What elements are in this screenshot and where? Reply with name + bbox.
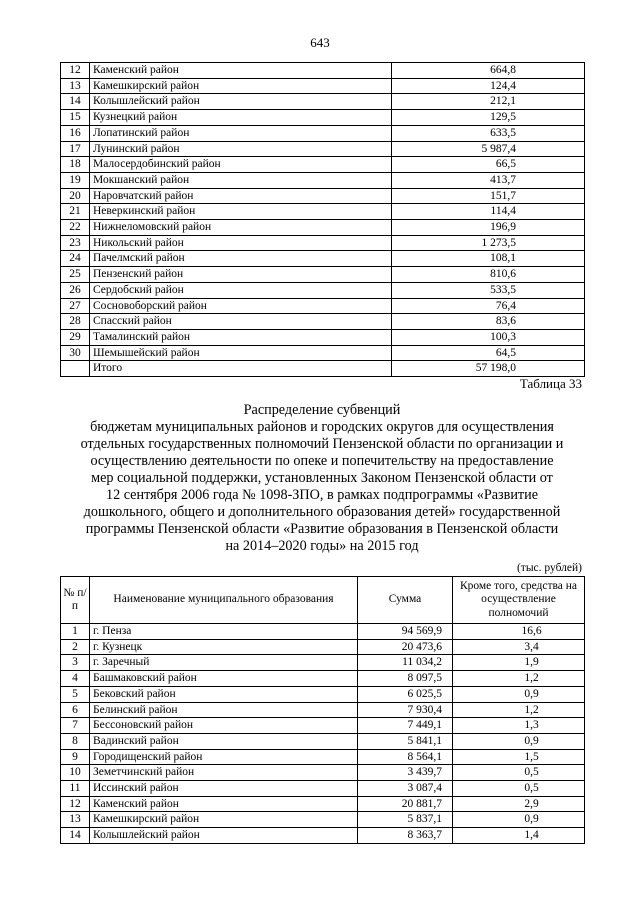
row-name: Городищенский район — [90, 749, 358, 765]
subsidy-table-continued — [60, 62, 585, 377]
row-extra: 0,9 — [453, 812, 585, 828]
table-row — [61, 781, 585, 797]
row-extra: 2,9 — [453, 796, 585, 812]
row-name: Камешкирский район — [90, 812, 358, 828]
row-extra: 1,2 — [453, 671, 585, 687]
row-sum: 114,4 — [392, 204, 585, 220]
row-name: Наровчатский район — [90, 188, 392, 204]
row-number: 30 — [61, 345, 90, 361]
row-sum: 810,6 — [392, 267, 585, 283]
row-name: г. Кузнецк — [90, 639, 358, 655]
row-sum: 6 025,5 — [358, 686, 453, 702]
table-row — [61, 733, 585, 749]
row-extra: 0,5 — [453, 781, 585, 797]
table-row — [61, 141, 585, 157]
table-row — [61, 157, 585, 173]
row-number: 12 — [61, 796, 90, 812]
table-row — [61, 812, 585, 828]
row-sum: 533,5 — [392, 282, 585, 298]
table-row — [61, 110, 585, 126]
row-number: 13 — [61, 78, 90, 94]
title-line: Распределение субвенций — [243, 402, 401, 418]
subsidy-table-continued-body — [61, 63, 585, 377]
table-row — [61, 220, 585, 236]
row-name: Белинский район — [90, 702, 358, 718]
row-name: Колышлейский район — [90, 94, 392, 110]
row-number: 21 — [61, 204, 90, 220]
row-name: Итого — [90, 361, 392, 377]
table-row — [61, 749, 585, 765]
row-number: 17 — [61, 141, 90, 157]
row-name: Нижнеломовский район — [90, 220, 392, 236]
row-extra: 1,4 — [453, 828, 585, 844]
row-sum: 100,3 — [392, 329, 585, 345]
table-title — [60, 402, 584, 555]
row-number: 2 — [61, 639, 90, 655]
table-row — [61, 251, 585, 267]
row-sum: 3 439,7 — [358, 765, 453, 781]
row-name: Пачелмский район — [90, 251, 392, 267]
row-sum: 20 473,6 — [358, 639, 453, 655]
table-row — [61, 314, 585, 330]
row-sum: 76,4 — [392, 298, 585, 314]
title-line: дошкольного, общего и дополнительного образования детей» государственной — [83, 504, 561, 520]
table-row — [61, 204, 585, 220]
row-number: 22 — [61, 220, 90, 236]
row-name: Никольский район — [90, 235, 392, 251]
row-sum: 413,7 — [392, 172, 585, 188]
table-row — [61, 765, 585, 781]
row-sum: 5 837,1 — [358, 812, 453, 828]
row-number: 9 — [61, 749, 90, 765]
row-extra: 3,4 — [453, 639, 585, 655]
row-number: 4 — [61, 671, 90, 687]
row-name: Каменский район — [90, 63, 392, 79]
row-number: 29 — [61, 329, 90, 345]
row-number: 5 — [61, 686, 90, 702]
table-row — [61, 188, 585, 204]
row-name: Колышлейский район — [90, 828, 358, 844]
row-name: Малосердобинский район — [90, 157, 392, 173]
row-sum: 7 930,4 — [358, 702, 453, 718]
row-number: 19 — [61, 172, 90, 188]
header-extra: Кроме того, средства на осуществление полномочий — [453, 577, 585, 624]
row-sum: 633,5 — [392, 125, 585, 141]
table-row — [61, 639, 585, 655]
row-extra: 1,2 — [453, 702, 585, 718]
table-row — [61, 125, 585, 141]
row-name: г. Пенза — [90, 624, 358, 640]
row-number: 20 — [61, 188, 90, 204]
row-number: 16 — [61, 125, 90, 141]
row-name: Иссинский район — [90, 781, 358, 797]
row-name: Лунинский район — [90, 141, 392, 157]
row-sum: 151,7 — [392, 188, 585, 204]
table-row — [61, 702, 585, 718]
table-row — [61, 329, 585, 345]
row-number: 1 — [61, 624, 90, 640]
row-number: 15 — [61, 110, 90, 126]
row-number: 27 — [61, 298, 90, 314]
row-sum: 83,6 — [392, 314, 585, 330]
row-sum: 20 881,7 — [358, 796, 453, 812]
row-extra: 0,9 — [453, 733, 585, 749]
row-sum: 196,9 — [392, 220, 585, 236]
table-row — [61, 624, 585, 640]
row-extra: 1,9 — [453, 655, 585, 671]
row-name: Лопатинский район — [90, 125, 392, 141]
row-sum: 66,5 — [392, 157, 585, 173]
row-number: 11 — [61, 781, 90, 797]
subsidy-table-33-body — [61, 624, 585, 844]
row-name: Пензенский район — [90, 267, 392, 283]
row-number: 13 — [61, 812, 90, 828]
row-name: Вадинский район — [90, 733, 358, 749]
header-name: Наименование муниципального образования — [90, 577, 358, 624]
title-line: бюджетам муниципальных районов и городских округов для осуществления — [90, 419, 554, 435]
row-sum: 124,4 — [392, 78, 585, 94]
row-number: 28 — [61, 314, 90, 330]
title-line: осуществлению деятельности по опеке и попечительству на предоставление — [90, 453, 554, 469]
row-number: 25 — [61, 267, 90, 283]
title-line: отдельных государственных полномочий Пензенской области по организации и — [80, 436, 564, 452]
row-name: г. Заречный — [90, 655, 358, 671]
row-name: Спасский район — [90, 314, 392, 330]
row-name: Сердобский район — [90, 282, 392, 298]
table-row — [61, 671, 585, 687]
row-name: Каменский район — [90, 796, 358, 812]
header-number: № п/п — [61, 577, 90, 624]
table-row — [61, 361, 585, 377]
row-number: 18 — [61, 157, 90, 173]
row-sum: 8 564,1 — [358, 749, 453, 765]
row-number: 14 — [61, 828, 90, 844]
table-row — [61, 78, 585, 94]
row-number: 23 — [61, 235, 90, 251]
row-number: 12 — [61, 63, 90, 79]
table-row — [61, 267, 585, 283]
page-number: 643 — [310, 35, 330, 50]
row-sum: 108,1 — [392, 251, 585, 267]
header-sum: Сумма — [358, 577, 453, 624]
row-extra: 0,9 — [453, 686, 585, 702]
subsidy-table-33 — [60, 576, 585, 844]
title-line: мер социальной поддержки, установленных Законом Пензенской области от — [91, 470, 553, 486]
row-number: 10 — [61, 765, 90, 781]
units-label: (тыс. рублей) — [516, 562, 582, 574]
table-header-row — [61, 577, 585, 624]
row-name: Шемышейский район — [90, 345, 392, 361]
row-sum: 5 841,1 — [358, 733, 453, 749]
table-row — [61, 63, 585, 79]
table-row — [61, 298, 585, 314]
title-line: на 2014–2020 годы» на 2015 год — [225, 538, 419, 554]
title-line: программы Пензенской области «Развитие образования в Пензенской области — [85, 521, 559, 537]
table-row — [61, 345, 585, 361]
row-extra: 1,5 — [453, 749, 585, 765]
row-name: Сосновоборский район — [90, 298, 392, 314]
row-sum: 3 087,4 — [358, 781, 453, 797]
row-sum: 129,5 — [392, 110, 585, 126]
row-name: Бековский район — [90, 686, 358, 702]
row-name: Бессоновский район — [90, 718, 358, 734]
row-extra: 1,3 — [453, 718, 585, 734]
row-sum: 1 273,5 — [392, 235, 585, 251]
table-caption: Таблица 33 — [519, 376, 582, 391]
row-sum: 8 363,7 — [358, 828, 453, 844]
row-sum: 8 097,5 — [358, 671, 453, 687]
row-name: Кузнецкий район — [90, 110, 392, 126]
table-row — [61, 796, 585, 812]
row-extra: 0,5 — [453, 765, 585, 781]
row-sum: 5 987,4 — [392, 141, 585, 157]
row-number: 8 — [61, 733, 90, 749]
title-line: 12 сентября 2006 года № 1098-ЗПО, в рамках подпрограммы «Развитие — [105, 487, 539, 503]
row-number: 3 — [61, 655, 90, 671]
row-sum: 64,5 — [392, 345, 585, 361]
table-row — [61, 655, 585, 671]
table-row — [61, 172, 585, 188]
table-row — [61, 718, 585, 734]
row-sum: 7 449,1 — [358, 718, 453, 734]
row-name: Мокшанский район — [90, 172, 392, 188]
row-number: 6 — [61, 702, 90, 718]
row-name: Земетчинский район — [90, 765, 358, 781]
row-name: Неверкинский район — [90, 204, 392, 220]
table-row — [61, 94, 585, 110]
row-extra: 16,6 — [453, 624, 585, 640]
row-number: 14 — [61, 94, 90, 110]
row-sum: 212,1 — [392, 94, 585, 110]
row-name: Тамалинский район — [90, 329, 392, 345]
table-row — [61, 828, 585, 844]
row-sum: 664,8 — [392, 63, 585, 79]
row-number: 7 — [61, 718, 90, 734]
row-sum: 57 198,0 — [392, 361, 585, 377]
row-number: 26 — [61, 282, 90, 298]
row-sum: 11 034,2 — [358, 655, 453, 671]
table-row — [61, 282, 585, 298]
row-sum: 94 569,9 — [358, 624, 453, 640]
row-name: Камешкирский район — [90, 78, 392, 94]
table-row — [61, 686, 585, 702]
row-name: Башмаковский район — [90, 671, 358, 687]
row-number — [61, 361, 90, 377]
table-row — [61, 235, 585, 251]
row-number: 24 — [61, 251, 90, 267]
